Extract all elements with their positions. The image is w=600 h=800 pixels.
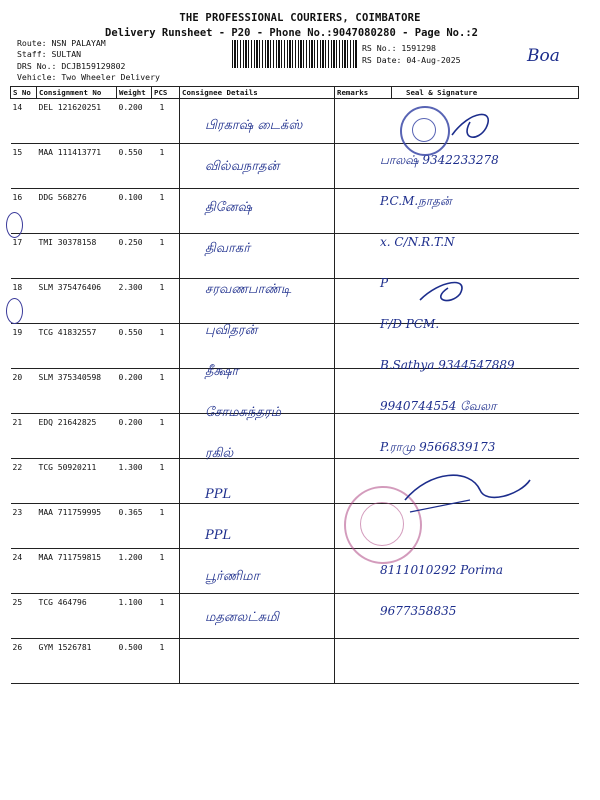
row-sno: 19	[11, 324, 37, 369]
row-weight: 0.550	[117, 144, 152, 189]
row-weight: 0.365	[117, 504, 152, 549]
row-weight: 0.100	[117, 189, 152, 234]
signature-handwriting: P.ராமு 9566839173	[380, 440, 496, 454]
drs-number: DRS No.: DCJB159129802	[17, 61, 126, 71]
row-sno: 16	[11, 189, 37, 234]
signature-handwriting: P.C.M.நாதன்	[380, 194, 452, 208]
row-pcs: 1	[152, 459, 180, 504]
document-subtitle: Delivery Runsheet - P20 - Phone No.:9047080280 - Page No.:2	[105, 27, 478, 39]
row-pcs: 1	[152, 234, 180, 279]
col-header-pcs: PCS	[152, 87, 180, 99]
signature-handwriting: x. C/N.R.T.N	[380, 235, 455, 249]
row-consignment-no: SLM 375476406	[37, 279, 117, 324]
col-header-weight: Weight	[117, 87, 152, 99]
document-title: THE PROFESSIONAL COURIERS, COIMBATORE	[179, 12, 421, 24]
signature-scribble-18	[420, 283, 462, 301]
consignee-handwriting: திவாகர்	[205, 241, 250, 256]
signature-handwriting: P	[380, 276, 389, 290]
row-pcs: 1	[152, 99, 180, 144]
staff-label: Staff: SULTAN	[17, 49, 82, 59]
consignee-handwriting: தீக்ஷா	[205, 364, 239, 379]
row-pcs: 1	[152, 504, 180, 549]
row-pcs: 1	[152, 279, 180, 324]
row-consignment-no: MAA 111413771	[37, 144, 117, 189]
consignee-handwriting: மதனலட்சுமி	[205, 610, 279, 625]
row-sno: 23	[11, 504, 37, 549]
row-weight: 1.100	[117, 594, 152, 639]
row-pcs: 1	[152, 144, 180, 189]
row-weight: 0.500	[117, 639, 152, 684]
consignee-handwriting: சரவணபாண்டி	[205, 282, 292, 297]
row-sno: 14	[11, 99, 37, 144]
signature-handwriting: F/D PCM.	[380, 317, 440, 331]
consignee-handwriting: PPL	[205, 528, 232, 543]
col-header-seal-signature: Seal & Signature	[392, 87, 579, 99]
row-sno: 15	[11, 144, 37, 189]
row-pcs: 1	[152, 189, 180, 234]
row-pcs: 1	[152, 594, 180, 639]
row-consignment-no: TCG 464796	[37, 594, 117, 639]
signature-scribble-14	[452, 114, 488, 137]
row-sno: 21	[11, 414, 37, 459]
row-weight: 0.200	[117, 99, 152, 144]
row-consignment-no: EDQ 21642825	[37, 414, 117, 459]
row-consignment-no: SLM 375340598	[37, 369, 117, 414]
row-pcs: 1	[152, 549, 180, 594]
row-sno: 17	[11, 234, 37, 279]
row-weight: 1.200	[117, 549, 152, 594]
col-header-sno: S No	[11, 87, 37, 99]
col-header-consignee: Consignee Details	[180, 87, 335, 99]
rs-number: RS No.: 1591298	[362, 43, 436, 53]
row-consignment-no: TCG 41832557	[37, 324, 117, 369]
consignee-handwriting: PPL	[205, 487, 232, 502]
row-sno: 25	[11, 594, 37, 639]
signature-handwriting: பாலஷ் 9342233278	[380, 153, 499, 167]
signature-scribble-23	[405, 475, 530, 500]
signature-scribble-24	[410, 500, 470, 512]
consignee-handwriting: ரகில்	[205, 446, 234, 461]
col-header-remarks: Remarks	[335, 87, 392, 99]
route-label: Route: NSN PALAYAM	[17, 38, 106, 48]
row-consignment-no: DEL 121620251	[37, 99, 117, 144]
vehicle-label: Vehicle: Two Wheeler Delivery	[17, 72, 160, 82]
consignee-handwriting: சோமசுந்தரம்	[205, 405, 282, 420]
col-header-consignment: Consignment No	[37, 87, 117, 99]
signature-handwriting: 9677358835	[380, 604, 457, 618]
row-weight: 2.300	[117, 279, 152, 324]
signature-handwriting: 8111010292 Porima	[380, 563, 504, 577]
consignee-handwriting: புவிதரன்	[205, 323, 258, 338]
row-consignment-no: TCG 50920211	[37, 459, 117, 504]
row-consignment-no: TMI 30378158	[37, 234, 117, 279]
signature-handwriting: B.Sathya 9344547889	[380, 358, 515, 372]
consignee-handwriting: பிரகாஷ் டைக்ஸ்	[205, 118, 303, 133]
row-sno: 22	[11, 459, 37, 504]
consignee-handwriting: பூர்ணிமா	[205, 569, 260, 584]
row-pcs: 1	[152, 369, 180, 414]
row-consignment-no: MAA 711759815	[37, 549, 117, 594]
consignee-handwriting: தினேஷ்	[205, 200, 253, 215]
row-weight: 0.200	[117, 369, 152, 414]
row-sno: 24	[11, 549, 37, 594]
row-pcs: 1	[152, 324, 180, 369]
row-pcs: 1	[152, 639, 180, 684]
rs-date: RS Date: 04-Aug-2025	[362, 55, 461, 65]
row-weight: 0.550	[117, 324, 152, 369]
row-consignment-no: DDG 568276	[37, 189, 117, 234]
row-weight: 0.250	[117, 234, 152, 279]
row-sno: 18	[11, 279, 37, 324]
row-pcs: 1	[152, 414, 180, 459]
row-consignment-no: MAA 711759995	[37, 504, 117, 549]
row-sno: 26	[11, 639, 37, 684]
corner-handwritten-note: Boa	[527, 46, 560, 66]
row-weight: 1.300	[117, 459, 152, 504]
row-sno: 20	[11, 369, 37, 414]
row-weight: 0.200	[117, 414, 152, 459]
signature-handwriting: 9940744554 வேலா	[380, 399, 497, 413]
consignee-handwriting: வில்வநாதன்	[205, 159, 280, 174]
row-consignment-no: GYM 1526781	[37, 639, 117, 684]
